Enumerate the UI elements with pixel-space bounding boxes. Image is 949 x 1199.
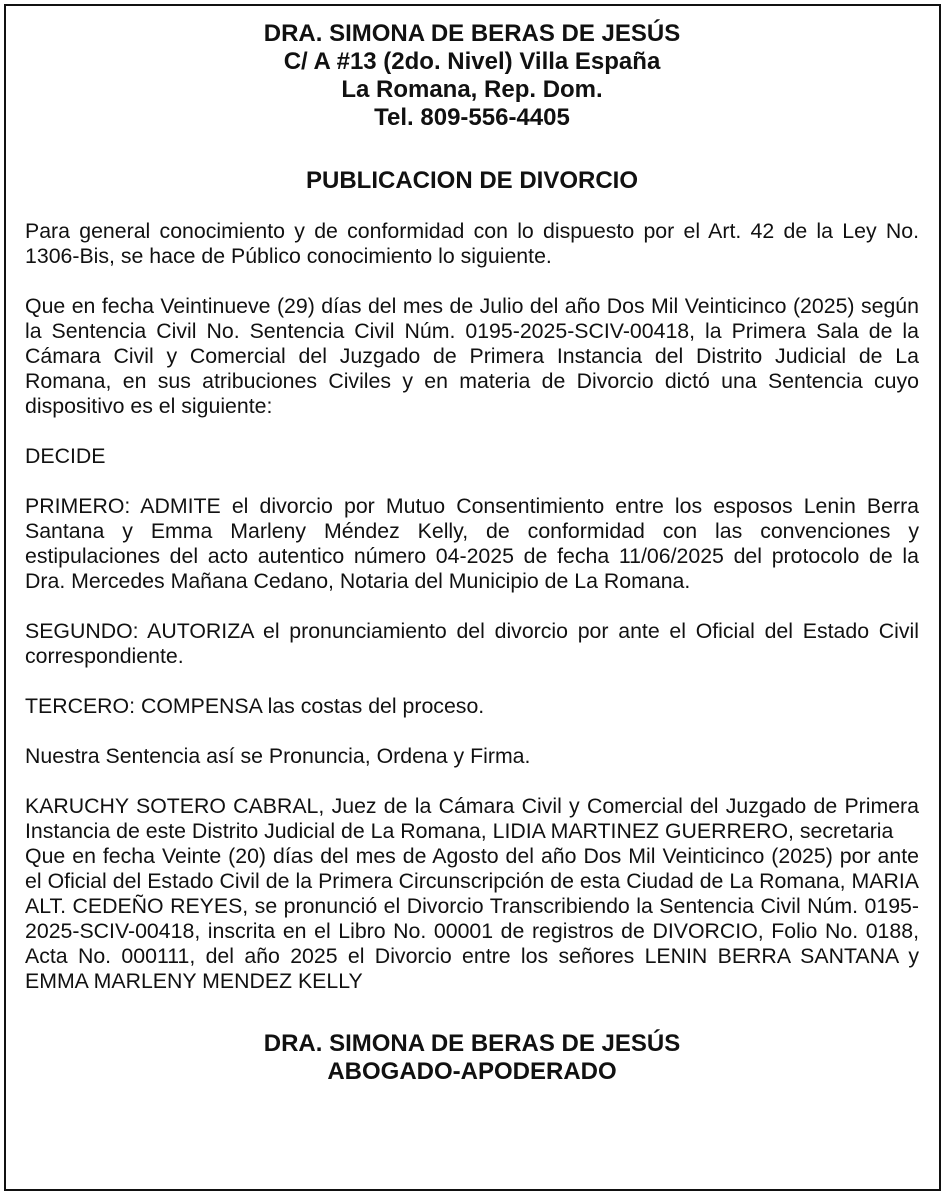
header-block	[25, 20, 919, 132]
juez-paragraph: KARUCHY SOTERO CABRAL, Juez de la Cámara Civil y Comercial del Juzgado de Primera Instancia de este Distrito Judicial de La Romana, LIDIA MARTINEZ GUERRERO, secretaria	[25, 794, 919, 843]
lawyer-name: DRA. SIMONA DE BERAS DE JESÚS	[263, 20, 681, 47]
lawyer-address: C/ A #13 (2do. Nivel) Villa España	[283, 48, 661, 75]
firma-paragraph: Nuestra Sentencia así se Pronuncia, Ordena y Firma.	[25, 744, 531, 768]
intro-paragraph: Para general conocimiento y de conformidad con lo dispuesto por el Art. 42 de la Ley No. 1306-Bis, se hace de Público conocimiento lo siguiente.	[25, 219, 919, 268]
signature-name: DRA. SIMONA DE BERAS DE JESÚS	[263, 1030, 681, 1057]
lawyer-city: La Romana, Rep. Dom.	[341, 76, 603, 103]
decide-heading: DECIDE	[25, 444, 106, 468]
pronunciamiento-paragraph: Que en fecha Veinte (20) días del mes de Agosto del año Dos Mil Veinticinco (2025) por ante el Oficial del Estado Civil de la Primera Circunscripción de esta Ciudad de La Romana, MARIA ALT. CEDEÑO REYES, se pronunció el Divorcio Transcribiendo la Sentencia Civil Núm. 0195-2025-SCIV-00418, inscrita en el Libro No. 00001 de registros de DIVORCIO, Folio No. 0188, Acta No. 000111, del año 2025 el Divorcio entre los señores LENIN BERRA SANTANA y EMMA MARLENY MENDEZ KELLY	[25, 844, 919, 993]
signature-role: ABOGADO-APODERADO	[327, 1058, 617, 1085]
tercero-paragraph: TERCERO: COMPENSA las costas del proceso.	[25, 694, 485, 718]
legal-notice	[25, 20, 919, 1086]
lawyer-phone: Tel. 809-556-4405	[374, 104, 570, 131]
sentencia-paragraph: Que en fecha Veintinueve (29) días del mes de Julio del año Dos Mil Veinticinco (2025) según la Sentencia Civil No. Sentencia Civil Núm. 0195-2025-SCIV-00418, la Primera Sala de la Cámara Civil y Comercial del Juzgado de Primera Instancia del Distrito Judicial de La Romana, en sus atribuciones Civiles y en materia de Divorcio dictó una Sentencia cuyo dispositivo es el siguiente:	[25, 294, 919, 418]
primero-paragraph: PRIMERO: ADMITE el divorcio por Mutuo Consentimiento entre los esposos Lenin Berra Santana y Emma Marleny Méndez Kelly, de conformidad con las convenciones y estipulaciones del acto autentico número 04-2025 de fecha 11/06/2025 del protocolo de la Dra. Mercedes Mañana Cedano, Notaria del Municipio de La Romana.	[25, 494, 919, 593]
notice-title: PUBLICACION DE DIVORCIO	[305, 167, 638, 194]
segundo-paragraph: SEGUNDO: AUTORIZA el pronunciamiento del divorcio por ante el Oficial del Estado Civil correspondiente.	[25, 619, 919, 668]
signature-block	[25, 1030, 919, 1086]
